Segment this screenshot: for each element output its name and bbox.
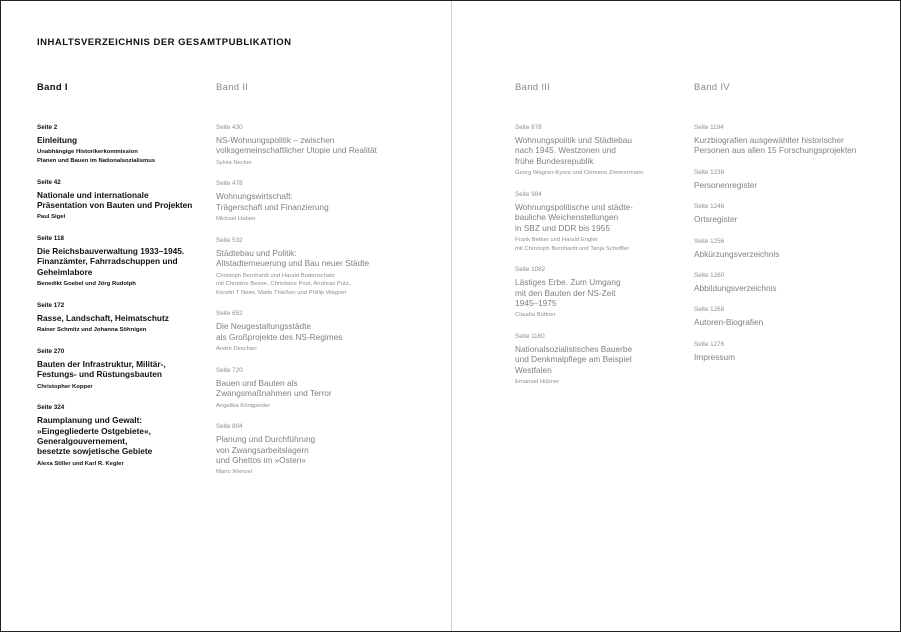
page-reference: Seite 2 (37, 124, 58, 131)
toc-entry (515, 266, 685, 320)
chapter-authors (515, 378, 685, 387)
chapter-authors (216, 272, 416, 298)
author-line: Sylvia Necker (216, 159, 253, 166)
chapter-title (694, 317, 889, 327)
chapter-title-line: Personenregister (694, 179, 758, 190)
chapter-title-line: Festungs- und Rüstungsbauten (37, 369, 162, 380)
toc-entry (694, 238, 889, 259)
chapter-authors (216, 159, 416, 168)
chapter-title-line: Planung und Durchführung (216, 434, 316, 445)
chapter-title (37, 313, 207, 323)
band-heading-3: Band III (515, 82, 551, 93)
page-reference: Seite 1248 (694, 203, 725, 211)
toc-entry (694, 341, 889, 362)
chapter-title-line: Altstadterneuerung und Bau neuer Städte (216, 258, 370, 269)
author-line: Angelika Königseder (216, 402, 271, 409)
chapter-title-line: Nationalsozialistisches Bauerbe (515, 344, 633, 355)
toc-entry (694, 169, 889, 190)
chapter-title-line: Generalgouvernement, (37, 436, 128, 447)
page-reference: Seite 118 (37, 235, 64, 242)
chapter-authors (216, 402, 416, 411)
toc-entry (37, 179, 207, 222)
author-line: Michael Haben (216, 216, 256, 223)
chapter-title-line: Präsentation von Bauten und Projekten (37, 200, 193, 210)
chapter-title-line: Trägerschaft und Finanzierung (216, 201, 329, 212)
toc-entry (694, 203, 889, 224)
chapter-title (37, 415, 207, 457)
chapter-title (694, 214, 889, 224)
toc-entry (216, 310, 416, 353)
author-line: Rainer Schmitz und Johanna Söhnigen (37, 327, 147, 334)
author-line: Benedikt Goebel und Jörg Rudolph (37, 281, 136, 288)
chapter-title-line: Nationale und internationale (37, 189, 149, 200)
chapter-title-line: Die Neugestaltungsstädte (216, 321, 312, 332)
chapter-title-line: in SBZ und DDR bis 1955 (515, 222, 611, 233)
chapter-title-line: Kurzbiografien ausgewählter historischer (694, 135, 844, 145)
chapter-title-line: Finanzämter, Fahrradschuppen und (37, 256, 178, 267)
chapter-title-line: und Ghettos im »Osten« (216, 455, 306, 466)
author-line: Christoph Bernhardt und Harald Bodenschatz (216, 272, 335, 279)
chapter-title-line: Impressum (694, 351, 736, 362)
toc-entry (37, 404, 207, 468)
chapter-title-line: Lästiges Erbe. Zum Umgang (515, 277, 621, 288)
toc-entry (515, 124, 685, 178)
author-line: Kerstin T Neier, Malte Thießen und Phillip Wagner (216, 289, 347, 296)
chapter-title-line: nach 1945. Westzonen und (515, 145, 616, 156)
page-reference: Seite 1268 (694, 306, 725, 314)
chapter-title (694, 352, 889, 362)
author-line: Planen und Bauen im Nationalsozialismus (37, 158, 156, 164)
toc-entry (216, 423, 416, 477)
page-reference: Seite 1260 (694, 272, 725, 280)
chapter-title-line: Abbildungsverzeichnis (694, 283, 777, 294)
toc-entry (515, 191, 685, 253)
chapter-title-line: Abkürzungsverzeichnis (694, 248, 780, 259)
chapter-title-line: Einleitung (37, 135, 78, 145)
band-heading-1: Band I (37, 82, 68, 93)
page-reference: Seite 984 (515, 190, 542, 198)
chapter-title-line: Raumplanung und Gewalt: (37, 415, 143, 426)
page-reference: Seite 42 (37, 178, 61, 186)
toc-entry (216, 237, 416, 298)
chapter-title-line: Städtebau und Politik: (216, 247, 297, 258)
chapter-title (37, 190, 207, 211)
chapter-title (216, 248, 416, 269)
chapter-title-line: NS-Wohnungspolitik – zwischen (216, 135, 335, 145)
page-reference: Seite 172 (37, 301, 65, 309)
chapter-authors (515, 169, 685, 178)
page-reference: Seite 1194 (694, 124, 724, 131)
toc-entry (515, 333, 685, 387)
page-title: INHALTSVERZEICHNIS DER GESAMTPUBLIKATION (37, 37, 292, 48)
chapter-title (216, 135, 416, 156)
page-reference: Seite 652 (216, 310, 243, 318)
band-heading-2: Band II (216, 82, 249, 93)
band-3-entries (515, 124, 685, 400)
page-reference: Seite 1238 (694, 168, 725, 176)
chapter-title (216, 321, 416, 342)
toc-entry (216, 367, 416, 410)
chapter-authors (216, 468, 416, 477)
chapter-title-line: mit den Bauten der NS-Zeit (515, 287, 616, 298)
chapter-title (37, 135, 207, 145)
page-reference: Seite 430 (216, 124, 243, 131)
band-1-entries (37, 124, 207, 481)
author-line: Christopher Kopper (37, 383, 93, 390)
toc-entry (694, 306, 889, 327)
chapter-title-line: frühe Bundesrepublik (515, 155, 594, 166)
toc-entry (37, 348, 207, 391)
author-line: Frank Betker und Harald Engler (515, 237, 598, 244)
chapter-title-line: Ortsregister (694, 214, 738, 225)
toc-entry (37, 302, 207, 335)
chapter-authors (37, 280, 207, 289)
chapter-title (515, 344, 685, 375)
author-line: mit Christine Beese, Christiane Post, Andreas Putz, (216, 281, 351, 288)
toc-entry (216, 180, 416, 223)
page-reference: Seite 1082 (515, 266, 546, 274)
chapter-title-line: von Zwangsarbeitslagern (216, 444, 309, 455)
chapter-title-line: Autoren-Biografien (694, 317, 764, 328)
chapter-title-line: bauliche Weichenstellungen (515, 212, 619, 223)
chapter-title (694, 249, 889, 259)
chapter-title-line: Zwangsmaßnahmen und Terror (216, 388, 332, 399)
chapter-title-line: Die Reichsbauverwaltung 1933–1945. (37, 246, 185, 256)
author-line: Emanuel Hübner (515, 379, 560, 386)
chapter-title-line: als Großprojekte des NS-Regimes (216, 331, 343, 342)
page-reference: Seite 324 (37, 404, 65, 412)
chapter-title-line: Bauten der Infrastruktur, Militär-, (37, 358, 166, 369)
chapter-title (694, 135, 889, 156)
author-line: André Deschan (216, 346, 257, 353)
chapter-title (515, 135, 685, 166)
chapter-title-line: Rasse, Landschaft, Heimatschutz (37, 312, 169, 323)
chapter-title (694, 283, 889, 293)
chapter-authors (37, 383, 207, 392)
chapter-title (694, 180, 889, 190)
band-4-entries (694, 124, 889, 375)
chapter-title (37, 246, 207, 277)
page-reference: Seite 1256 (694, 237, 725, 245)
author-line: Georg Wagner-Kyora und Clemens Zimmermann (515, 170, 644, 177)
chapter-title-line: Wohnungswirtschaft: (216, 191, 293, 202)
chapter-title-line: Westfalen (515, 364, 552, 375)
chapter-authors (37, 148, 207, 165)
chapter-authors (37, 326, 207, 335)
author-line: mit Christoph Bernhardt und Tanja Scheffler (515, 245, 630, 252)
chapter-title-line: Wohnungspolitische und städte- (515, 201, 633, 212)
chapter-title (216, 378, 416, 399)
chapter-title-line: Personen aus allen 15 Forschungsprojekten (694, 145, 857, 156)
toc-entry (216, 124, 416, 167)
author-line: Paul Sigel (37, 214, 66, 221)
page-reference: Seite 720 (216, 366, 243, 374)
band-heading-4: Band IV (694, 82, 730, 93)
band-2-entries (216, 124, 416, 490)
chapter-authors (216, 215, 416, 224)
toc-entry (37, 124, 207, 166)
page-reference: Seite 878 (515, 124, 542, 131)
toc-entry (37, 235, 207, 289)
chapter-title (216, 434, 416, 465)
chapter-title-line: und Denkmalpflege am Beispiel (515, 354, 632, 365)
page-reference: Seite 1160 (515, 333, 545, 341)
toc-entry (694, 272, 889, 293)
chapter-title-line: Bauen und Bauten als (216, 377, 298, 388)
chapter-title-line: volksgemeinschaftlicher Utopie und Realität (216, 145, 377, 156)
toc-entry (694, 124, 889, 156)
page-gutter (451, 1, 452, 631)
chapter-authors (216, 345, 416, 354)
author-line: Alexa Stiller und Karl R. Kegler (37, 460, 124, 467)
chapter-title (515, 202, 685, 233)
author-line: Unabhängige Historikerkommission (37, 149, 138, 156)
chapter-title (37, 359, 207, 380)
chapter-authors (515, 311, 685, 320)
author-line: Claudia Büttner (515, 312, 556, 319)
chapter-authors (37, 213, 207, 222)
page-reference: Seite 532 (216, 236, 243, 244)
page-reference: Seite 1276 (694, 340, 725, 348)
chapter-authors (37, 460, 207, 469)
chapter-title (515, 277, 685, 308)
chapter-title-line: Wohnungspolitik und Städtebau (515, 135, 633, 145)
chapter-authors (515, 236, 685, 253)
author-line: Mario Wenzel (216, 469, 252, 476)
chapter-title-line: »Eingegliederte Ostgebiete«, (37, 425, 151, 436)
page-reference: Seite 270 (37, 347, 65, 355)
chapter-title-line: Geheimlabore (37, 266, 93, 277)
page-reference: Seite 478 (216, 180, 243, 188)
chapter-title-line: besetzte sowjetische Gebiete (37, 446, 153, 457)
page-reference: Seite 804 (216, 423, 243, 431)
chapter-title (216, 191, 416, 212)
chapter-title-line: 1945–1975 (515, 298, 557, 309)
